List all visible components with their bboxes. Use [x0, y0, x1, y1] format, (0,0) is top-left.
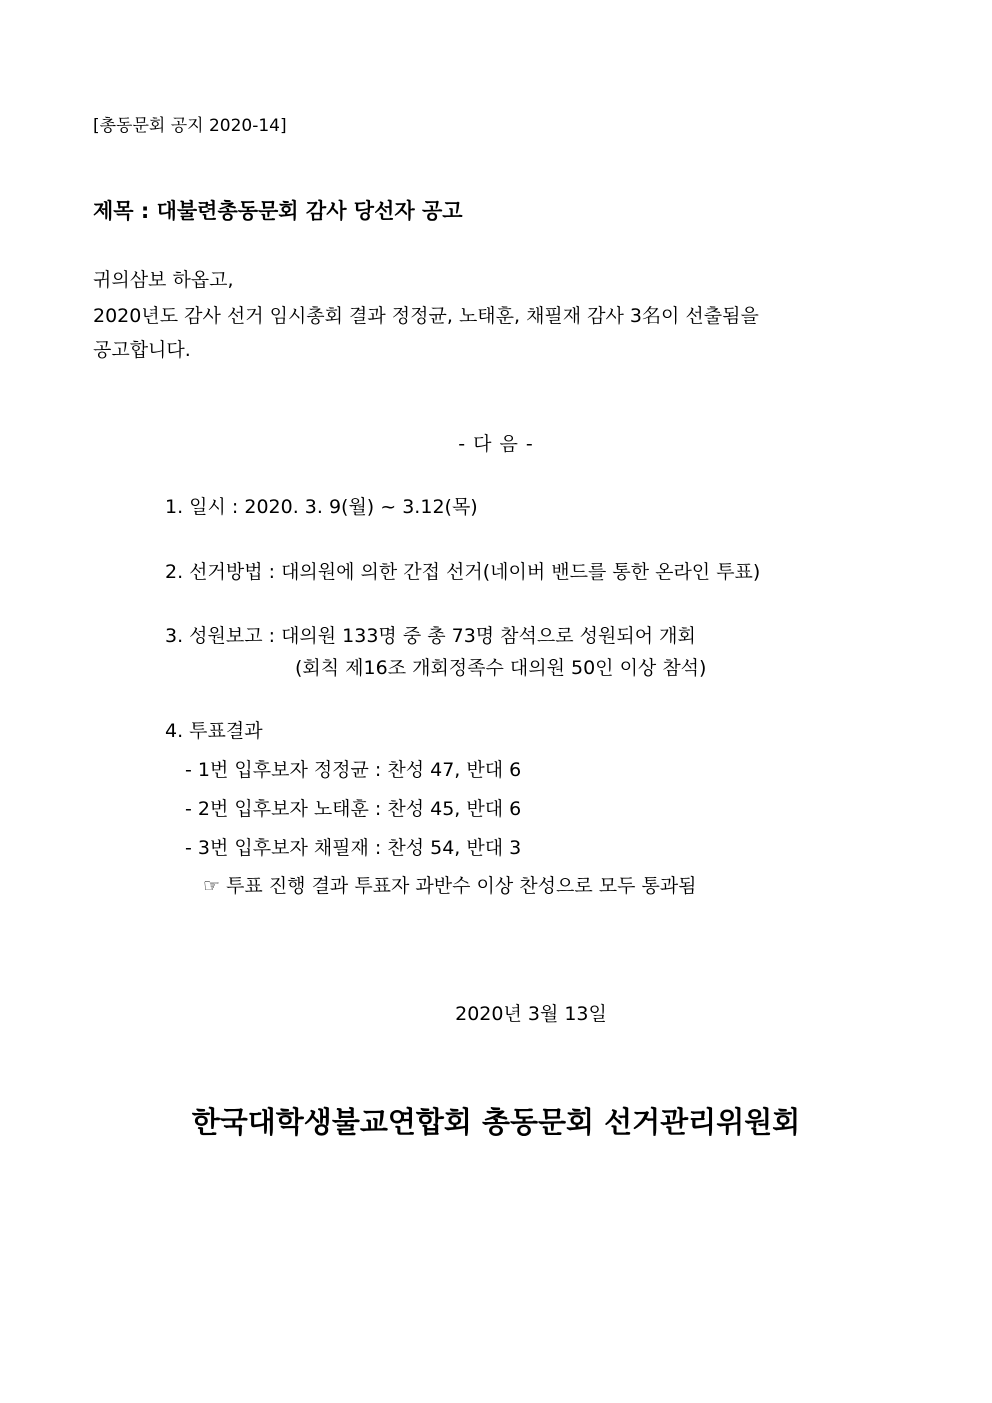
item-quorum-report: 3. 성원보고 : 대의원 133명 중 총 73명 참석으로 성원되어 개회: [165, 625, 696, 647]
result-row: - 2번 입후보자 노태훈 : 찬성 45, 반대 6: [185, 798, 522, 820]
result-row: - 3번 입후보자 채필재 : 찬성 54, 반대 3: [185, 837, 522, 859]
document-date: 2020년 3월 13일: [455, 1003, 607, 1025]
result-row: - 1번 입후보자 정정균 : 찬성 47, 반대 6: [185, 759, 522, 781]
item-results-heading: 4. 투표결과: [165, 720, 263, 742]
greeting-line: 귀의삼보 하옵고,: [93, 269, 234, 291]
section-heading: - 다 음 -: [458, 433, 534, 455]
notice-number: [총동문회 공지 2020-14]: [93, 116, 287, 136]
item-schedule: 1. 일시 : 2020. 3. 9(월) ~ 3.12(목): [165, 496, 478, 518]
announcement-line: 2020년도 감사 선거 임시총회 결과 정정균, 노태훈, 채필재 감사 3名이 선출됨을: [93, 305, 759, 327]
document-title: 제목 : 대불련총동문회 감사 당선자 공고: [93, 199, 463, 223]
item-election-method: 2. 선거방법 : 대의원에 의한 간접 선거(네이버 밴드를 통한 온라인 투표): [165, 561, 761, 583]
item-quorum-note: (회칙 제16조 개회정족수 대의원 50인 이상 참석): [295, 657, 707, 679]
announcement-line-end: 공고합니다.: [93, 339, 191, 361]
issuing-organization: 한국대학생불교연합회 총동문회 선거관리위원회: [191, 1105, 801, 1139]
result-summary: ☞ 투표 진행 결과 투표자 과반수 이상 찬성으로 모두 통과됨: [203, 875, 697, 897]
